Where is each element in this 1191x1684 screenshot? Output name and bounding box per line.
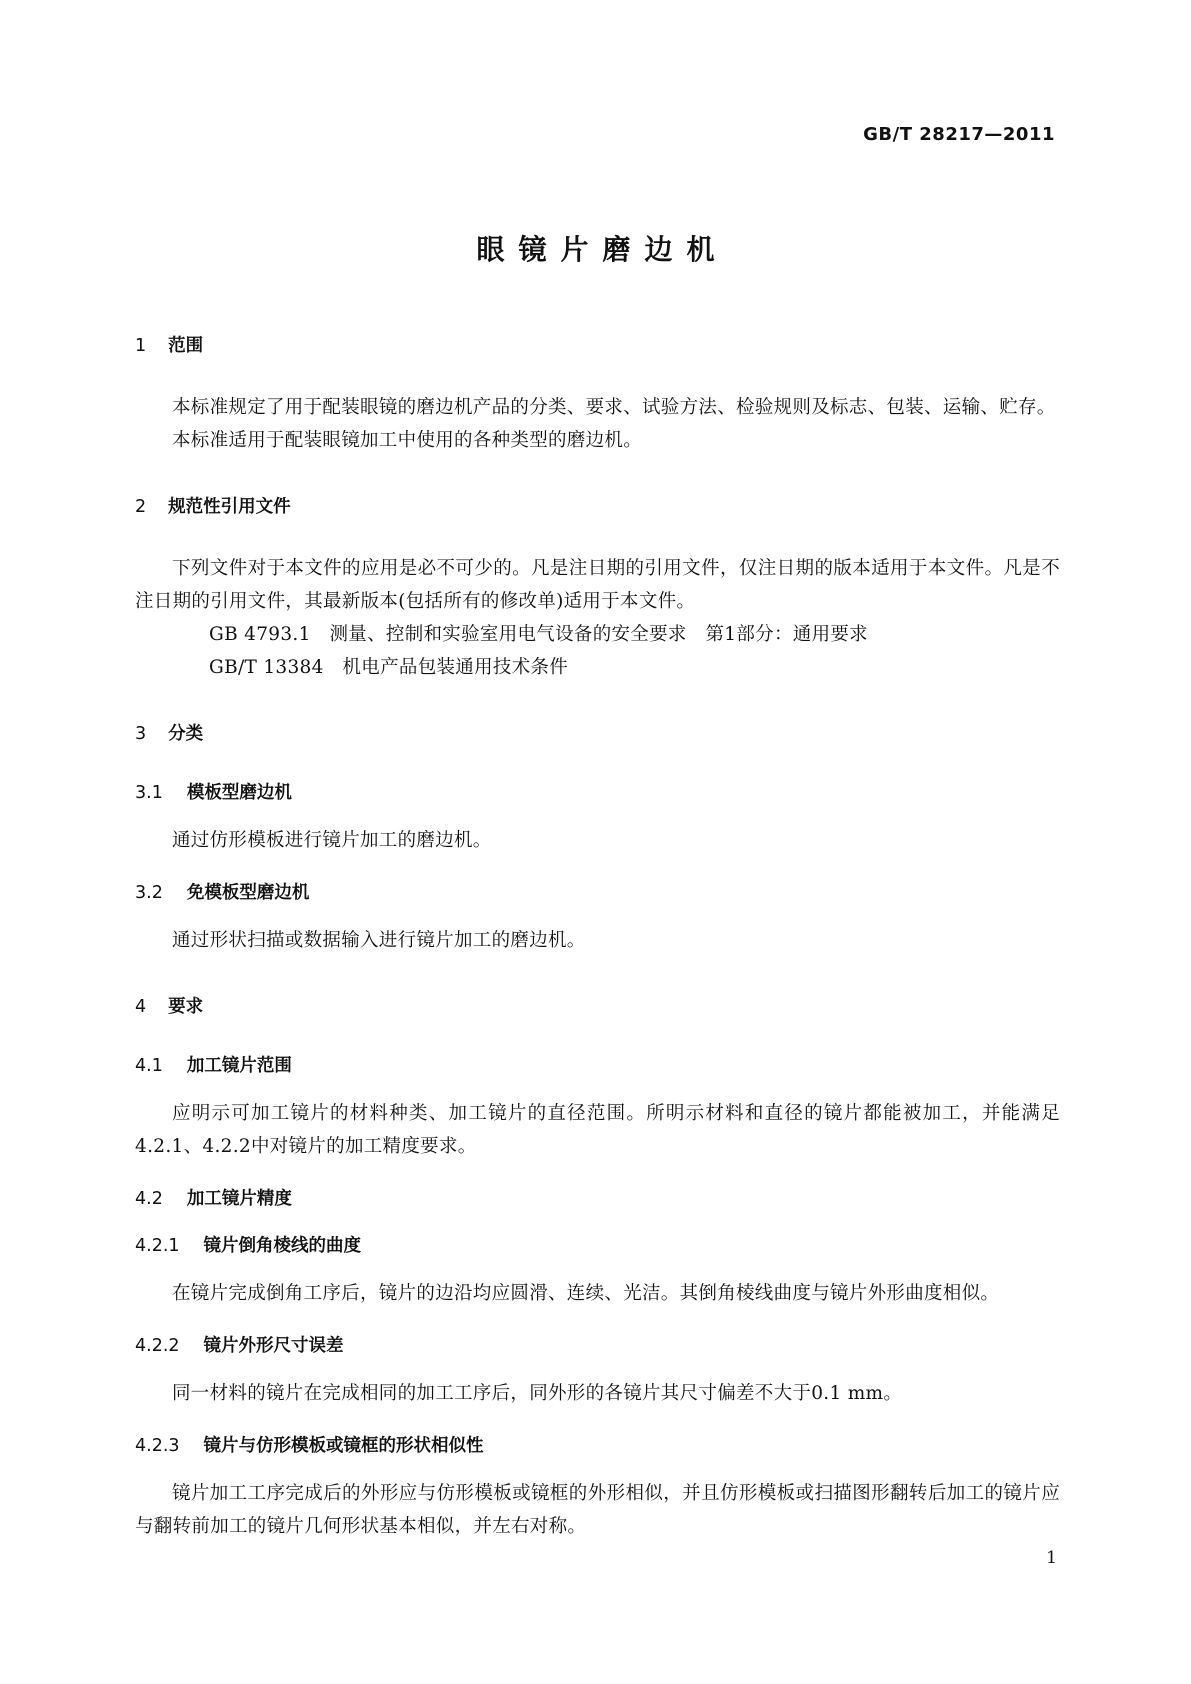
- section-number: 1: [135, 336, 147, 356]
- paragraph: 同一材料的镜片在完成相同的加工工序后，同外形的各镜片其尺寸偏差不大于0.1 mm。: [172, 1383, 903, 1404]
- subsection-4-1-heading: [135, 1052, 1060, 1077]
- subsection-3-2-heading: [135, 879, 1060, 904]
- section-2-heading: [135, 493, 1060, 518]
- reference-item: [135, 651, 1060, 684]
- section-number: 3: [135, 724, 147, 744]
- reference-title: 测量、控制和实验室用电气设备的安全要求 第1部分：通用要求: [329, 624, 868, 645]
- subsection-number: 4.1: [135, 1056, 163, 1076]
- subsection-title: 加工镜片精度: [186, 1189, 292, 1209]
- section-title: 分类: [168, 724, 204, 744]
- subsection-title: 镜片倒角棱线的曲度: [203, 1236, 362, 1256]
- paragraph: 应明示可加工镜片的材料种类、加工镜片的直径范围。所明示材料和直径的镜片都能被加工，并能满足4.2.1、4.2.2中对镜片的加工精度要求。: [135, 1103, 1060, 1157]
- standard-code: GB/T 28217—2011: [863, 124, 1055, 145]
- subsection-3-1-heading: [135, 779, 1060, 804]
- reference-code: GB/T 13384: [209, 657, 324, 678]
- subsection-title: 加工镜片范围: [186, 1056, 292, 1076]
- subsection-number: 3.1: [135, 783, 163, 803]
- subsection-title: 免模板型磨边机: [186, 883, 310, 903]
- reference-code: GB 4793.1: [209, 624, 311, 645]
- subsection-number: 4.2.2: [135, 1336, 180, 1356]
- section-title: 规范性引用文件: [168, 497, 291, 517]
- reference-title: 机电产品包装通用技术条件: [342, 657, 569, 678]
- document-title: 眼镜片磨边机: [476, 233, 729, 266]
- subsection-4-2-2-heading: [135, 1332, 1060, 1357]
- section-number: 4: [135, 997, 147, 1017]
- paragraph: 下列文件对于本文件的应用是必不可少的。凡是注日期的引用文件，仅注日期的版本适用于本文件。凡是不注日期的引用文件，其最新版本(包括所有的修改单)适用于本文件。: [135, 558, 1060, 612]
- subsection-title: 镜片与仿形模板或镜框的形状相似性: [203, 1436, 484, 1456]
- section-4-heading: [135, 993, 1060, 1018]
- section-title: 要求: [168, 997, 204, 1017]
- document-body: [135, 332, 1060, 1543]
- page-number: 1: [1046, 1548, 1057, 1568]
- paragraph: 本标准规定了用于配装眼镜的磨边机产品的分类、要求、试验方法、检验规则及标志、包装、运输、贮存。: [172, 397, 1056, 418]
- subsection-number: 4.2.3: [135, 1436, 180, 1456]
- paragraph: 镜片加工工序完成后的外形应与仿形模板或镜框的外形相似，并且仿形模板或扫描图形翻转后加工的镜片应与翻转前加工的镜片几何形状基本相似，并左右对称。: [135, 1483, 1060, 1537]
- subsection-number: 4.2: [135, 1189, 163, 1209]
- paragraph: 通过仿形模板进行镜片加工的磨边机。: [172, 830, 492, 851]
- subsection-title: 模板型磨边机: [186, 783, 292, 803]
- subsection-4-2-1-heading: [135, 1232, 1060, 1257]
- paragraph: 通过形状扫描或数据输入进行镜片加工的磨边机。: [172, 930, 586, 951]
- subsection-4-2-3-heading: [135, 1432, 1060, 1457]
- reference-item: [135, 618, 1060, 651]
- section-title: 范围: [168, 336, 204, 356]
- subsection-4-2-heading: [135, 1185, 1060, 1210]
- paragraph: 本标准适用于配装眼镜加工中使用的各种类型的磨边机。: [172, 430, 643, 451]
- section-number: 2: [135, 497, 147, 517]
- section-1-heading: [135, 332, 1060, 357]
- subsection-number: 4.2.1: [135, 1236, 180, 1256]
- paragraph: 在镜片完成倒角工序后，镜片的边沿均应圆滑、连续、光洁。其倒角棱线曲度与镜片外形曲度相似。: [172, 1283, 1000, 1304]
- subsection-title: 镜片外形尺寸误差: [203, 1336, 344, 1356]
- subsection-number: 3.2: [135, 883, 163, 903]
- section-3-heading: [135, 720, 1060, 745]
